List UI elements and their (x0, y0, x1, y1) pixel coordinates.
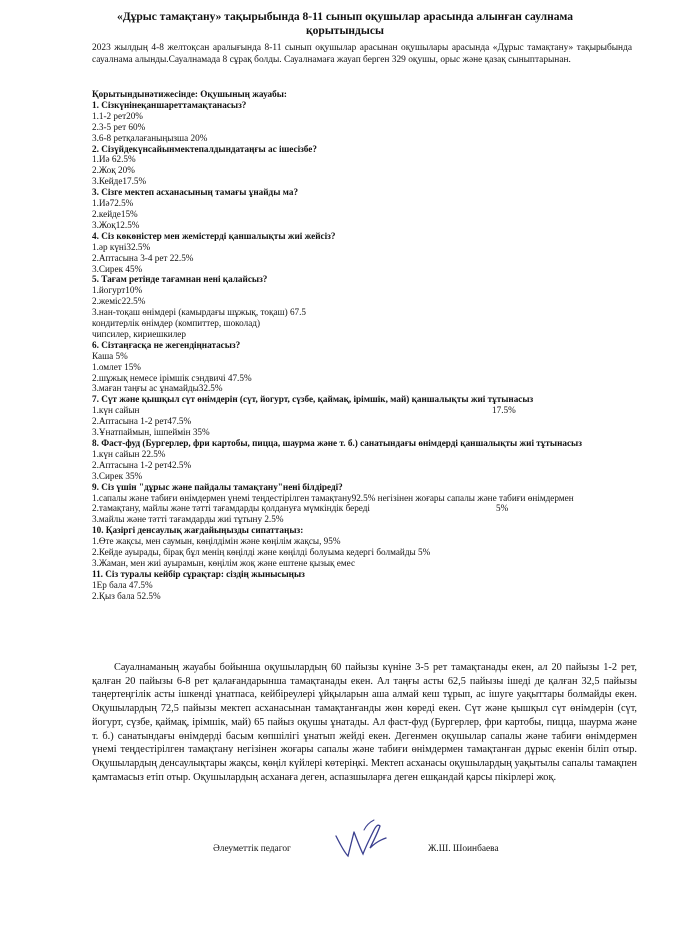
answer-option (92, 493, 637, 504)
answer-text: 1.омлет 15% (92, 361, 141, 372)
answer-option (92, 547, 637, 558)
question-block (92, 569, 637, 602)
document-title (60, 10, 630, 38)
answer-text: 3.маған таңғы ас ұнамайды32.5% (92, 383, 223, 394)
answer-text: 3.Ұнатпаймын, ішпеймін 35% (92, 427, 210, 438)
signature-block (0, 840, 691, 870)
answer-option (92, 514, 637, 525)
intro-paragraph: 2023 жылдың 4-8 желтоқсан аралығында 8-11 сынып оқушылар арасынан оқушылары арасында «Дұрыс тамақтану» тақырыбында сауалнама алынды.Сауалнамада 8 сұрақ болды. Сауалнамаға жауап берген 329 оқушы, орыс және қазақ сыныптарынан. (92, 43, 632, 65)
answer-option (92, 503, 637, 514)
signer-role: Әлеуметтік педагог (213, 844, 291, 854)
answer-text: 2.Жоқ 20% (92, 165, 135, 176)
answer-option (92, 383, 637, 394)
question-text: 3. Сізге мектеп асханасының тамағы ұнайды ма? (92, 187, 299, 198)
answer-text: 1.Иә72.5% (92, 198, 134, 209)
question-text: 4. Сіз көкөністер мен жемістерді қаншалықты жиі жейсіз? (92, 230, 336, 241)
answer-option (92, 264, 637, 275)
answer-option (92, 351, 637, 362)
question-text: 11. Сіз туралы кейбір сұрақтар: сіздің жынысыңыз (92, 568, 305, 579)
title-line-1: «Дұрыс тамақтану» тақырыбында 8-11 сынып оқушылар арасында алынған саулнама (116, 11, 573, 23)
answer-option (92, 471, 637, 482)
answer-text: 2.тамақтану, майлы және тәтті тағамдарды қолдануға мүмкіндік береді (92, 503, 370, 514)
answer-text: 3.майлы және тәтті тағамдарды жиі тұтыну 2.5% (92, 514, 284, 525)
answer-text: 2.шұжық немесе ірімшік сэндвичі 47.5% (92, 372, 252, 383)
answer-text: 2.кейде15% (92, 208, 138, 219)
answer-option (92, 591, 637, 602)
answer-option (92, 580, 637, 591)
answer-option (92, 307, 637, 318)
answer-text: 3.Жаман, мен жиі ауырамын, көңілім жоқ және ештене қызық емес (92, 557, 356, 568)
answer-option (92, 220, 637, 231)
answer-option (92, 165, 637, 176)
question-block (92, 144, 637, 188)
question-block (92, 482, 637, 526)
answer-option (92, 536, 637, 547)
answer-option (92, 405, 637, 416)
question-block (92, 231, 637, 275)
answer-option (92, 329, 637, 340)
question-text: 5. Тағам ретінде тағамнан нені қалайсыз? (92, 274, 268, 285)
signer-name: Ж.Ш. Шоинбаева (428, 844, 499, 854)
question-text: 9. Сіз үшін "дұрыс және пайдалы тамақтану"нені білдіреді? (92, 481, 343, 492)
answer-text: 2.Қыз бала 52.5% (92, 590, 161, 601)
answer-text: 3.6-8 ретқалағаныңызша 20% (92, 132, 208, 143)
answer-text: 1.йогурт10% (92, 285, 143, 296)
answer-text: 2.Аптасына 1-2 рет47.5% (92, 416, 192, 427)
answer-text: 3.нан-тоқаш өнімдері (камырдағы шұжық, тоқаш) 67.5 (92, 307, 307, 318)
answer-text: чипсилер, кириешкилер (92, 328, 186, 339)
question-text: 7. Сүт және қышқыл сүт өнімдерін (сүт, йогурт, сүзбе, қаймақ, ірімшік, май) қаншалықты жиі тұтынасыз (92, 394, 534, 405)
answer-text: 1.1-2 рет20% (92, 110, 143, 121)
question-text: 6. Сізтаңғасқа не жегендіңнатасыз? (92, 339, 241, 350)
question-text: 1. Сізкүнінеқаншареттамақтанасыз? (92, 99, 247, 110)
question-block (92, 187, 637, 231)
title-line-2: қорытындысы (306, 25, 384, 37)
question-text: 10. Қазіргі денсаулық жағдайыңызды сипаттаңыз: (92, 525, 304, 536)
answer-text: 1.сапалы және табиғи өнімдермен үнемі теңдестірілген тамақтану92.5% негізінен жоғары сапалы және табиғи өнімдермен (92, 492, 574, 503)
question-list (92, 100, 637, 602)
answer-text: 2.Аптасына 1-2 рет42.5% (92, 459, 192, 470)
answer-text: 2.жеміс22.5% (92, 296, 146, 307)
answer-option (92, 285, 637, 296)
answer-option (92, 154, 637, 165)
answer-option (92, 427, 637, 438)
answer-option (92, 318, 637, 329)
answer-option (92, 416, 637, 427)
answer-option (92, 460, 637, 471)
answer-text: 3.Сирек 35% (92, 470, 143, 481)
answer-text: кондитерлік өнімдер (компиттер, шоколад) (92, 318, 261, 329)
answer-option (92, 198, 637, 209)
answer-text: 1Ер бала 47.5% (92, 579, 153, 590)
answer-text: 3.Сирек 45% (92, 263, 143, 274)
answer-option (92, 373, 637, 384)
answer-text: Каша 5% (92, 350, 128, 361)
question-block (92, 438, 637, 482)
question-block (92, 274, 637, 339)
survey-results (92, 89, 637, 602)
answer-percentage: 17.5% (492, 405, 516, 416)
answer-option (92, 242, 637, 253)
question-block (92, 525, 637, 569)
question-text: 8. Фаст-фуд (Бургерлер, фри картобы, пицца, шаурма және т. б.) санатындағы өнімдерді қаншалықты жиі тұтынасыз (92, 438, 582, 448)
answer-percentage: 5% (496, 503, 509, 514)
answer-option (92, 111, 637, 122)
answer-text: 2.Аптасына 3-4 рет 22.5% (92, 252, 194, 263)
answer-text: 1.күн сайын (92, 405, 140, 416)
answer-option (92, 133, 637, 144)
question-block (92, 100, 637, 144)
answer-option (92, 449, 637, 460)
answer-text: 1.Өте жақсы, мен саумын, көңілдімін және көңілім жақсы, 95% (92, 536, 341, 547)
summary-paragraph: Сауалнаманың жауабы бойынша оқушылардың 60 пайызы күніне 3-5 рет тамақтанады екен, ал 20 пайызы 1-2 рет, қалған 20 пайызы 6-8 рет қалағандарынша тамақтанады екен. Ал таңғы асты 62,5 пайызы ішеді де қалған 32,5 пайызы таңертеңгілік асты ішкенді ұнатпаса, кейбіреулері ұйқыларын аша алмай кеш тұрып, ас ішуге уақыттары болмайды екен. Оқушылардың 72,5 пайызы мектеп асханасынан тамақтанғанды жөн көреді екен. Сүт және қышқыл сүт өнімдерін (сүт, йогурт, сүзбе, қаймақ, ірімшік, май) 65 пайыз оқушы ұнатады. Ал фаст-фуд (Бургерлер, фри картобы, пицца, шаурма және т. б.) санатындағы өнімдерді басым көпшілігі ұнатып жейді екен. Дегенмен оқушылар сапалы және табиғи өнімдермен үнемі теңдестірілген тамақтану негізінен жоғары сапалы және табиғи өнімдермен тамақтанған дұрыс екенін біліп отыр. Оқушылардың денсаулықтары жақсы, көңіл күйлері көтеріңкі. Мектеп асханасы оқушылардың уақытылы сапалы тамақпен қамтамасыз етіп отыр. Оқушылардың асханаға деген, аспазшыларға деген ешқандай қарсы пікірлері жоқ. (92, 662, 637, 783)
question-text: 2. Сізүйдекүнсайынмектепалдындатаңғы ас ішесізбе? (92, 143, 317, 154)
answer-text: 3.Кейде17.5% (92, 176, 147, 187)
answer-text: 2.3-5 рет 60% (92, 121, 146, 132)
answer-option (92, 296, 637, 307)
answer-text: 1.әр күні32.5% (92, 241, 151, 252)
answer-text: 3.Жоқ12.5% (92, 219, 140, 230)
answer-option (92, 209, 637, 220)
question-block (92, 340, 637, 395)
answer-text: 2.Кейде ауырады, бірақ бұл менің көңілді және көңілді болуыма кедергі болмайды 5% (92, 547, 431, 558)
answer-option (92, 253, 637, 264)
answer-option (92, 558, 637, 569)
handwritten-signature (330, 818, 390, 862)
answer-option (92, 122, 637, 133)
answer-option (92, 362, 637, 373)
answer-text: 1.Иә 62.5% (92, 154, 136, 165)
answer-option (92, 176, 637, 187)
results-header: Қорытындынәтижесінде: Оқушының жауабы: (92, 89, 287, 99)
question-block (92, 394, 637, 438)
answer-text: 1.күн сайын 22.5% (92, 448, 166, 459)
